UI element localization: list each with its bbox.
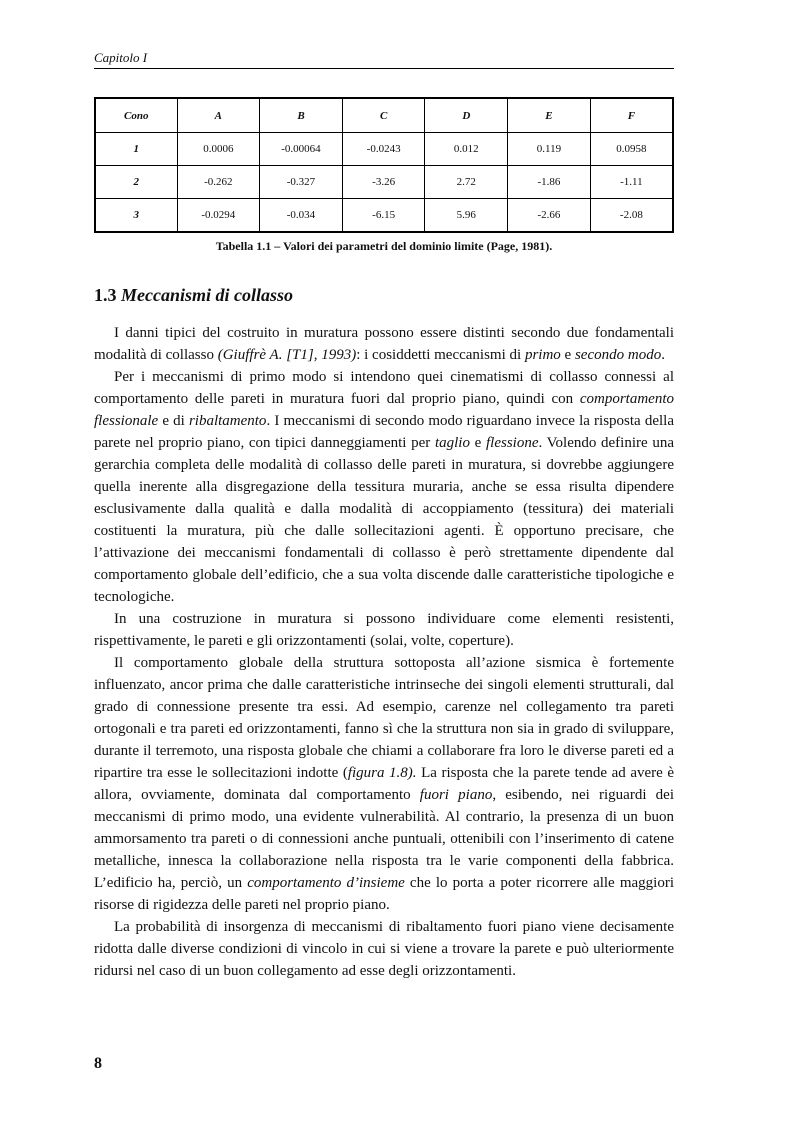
table-cell: -3.26: [342, 166, 425, 199]
table-cell: -0.00064: [260, 133, 343, 166]
section-title: Meccanismi di collasso: [121, 285, 293, 305]
table-cell: 0.012: [425, 133, 508, 166]
table-caption: Tabella 1.1 – Valori dei parametri del dominio limite (Page, 1981).: [215, 239, 553, 253]
table-header-cell: D: [425, 98, 508, 133]
table-header-cell: Cono: [95, 98, 177, 133]
emphasis: fuori piano: [419, 787, 493, 803]
table-cell: -0.0294: [177, 199, 260, 233]
table-row: [95, 166, 673, 199]
running-header: [94, 50, 674, 69]
text-run: . I meccanismi di secondo modo riguardano invece la risposta della parete nel proprio piano, con tipici danneggiamenti per: [94, 413, 675, 451]
table-cell: -6.15: [342, 199, 425, 233]
table-cell: 2.72: [425, 166, 508, 199]
table-cell: 5.96: [425, 199, 508, 233]
text-run: Per i meccanismi di primo modo si intendono quei cinematismi di collasso connessi al comportamento delle pareti in muratura fuori dal proprio piano, quindi con: [94, 369, 674, 407]
text-run: La probabilità di insorgenza di meccanismi di ribaltamento fuori piano viene decisamente ridotta dalle diverse condizioni di vincolo in cui si viene a trovare la parete e può ulteriormente ridursi nel caso di un buon collegamento ad esse degli orizzontamenti.: [94, 919, 674, 979]
section-number: 1.3: [94, 285, 117, 305]
table-row: [95, 133, 673, 166]
paragraph: [94, 652, 674, 916]
emphasis: flessione: [485, 435, 539, 451]
table-cell: -2.66: [508, 199, 591, 233]
table-cell: -0.0243: [342, 133, 425, 166]
text-run: La risposta che la parete tende ad avere è allora, ovviamente, dominata dal comportamento: [94, 765, 674, 803]
emphasis: taglio: [434, 435, 470, 451]
section-heading: [94, 284, 293, 306]
text-run: In una costruzione in muratura si possono individuare come elementi resistenti, rispettivamente, le pareti e gli orizzontamenti (solai, volte, coperture).: [94, 611, 674, 649]
paragraph: [94, 322, 674, 366]
citation: (Giuffrè A. [T1], 1993): [217, 347, 357, 363]
table-header-cell: A: [177, 98, 260, 133]
table-header-cell: C: [342, 98, 425, 133]
text-run: I danni tipici del costruito in muratura possono essere distinti secondo due fondamentali modalità di collasso: [94, 325, 674, 363]
text-run: e: [469, 435, 486, 451]
table-cell: 2: [95, 166, 177, 199]
text-run: Il comportamento globale della struttura sottoposta all’azione sismica è fortemente influenzato, ancor prima che dalle caratteristiche intrinseche dei singoli elementi strutturali, dal grado di connessione presente tra essi. Ad esempio, carenze nel collegamento tra pareti ortogonali e tra pareti ed orizzontamenti, fanno sì che la struttura non sia in grado di sviluppare, durante il terremoto, una risposta globale che chiami a collaborare fra loro le diverse pareti ed a ripartire tra esse le sollecitazioni indotte (: [94, 655, 674, 781]
parameters-table: [94, 97, 674, 233]
paragraph: [94, 916, 674, 982]
table-cell: 0.0958: [590, 133, 673, 166]
table-cell: 3: [95, 199, 177, 233]
paragraph: [94, 608, 674, 652]
paragraph: [94, 366, 674, 608]
table-cell: 0.0006: [177, 133, 260, 166]
chapter-label: Capitolo I: [94, 50, 148, 65]
table-header-cell: E: [508, 98, 591, 133]
table-cell: -1.11: [590, 166, 673, 199]
text-run: e: [560, 347, 575, 363]
text-run: : i cosiddetti meccanismi di: [356, 347, 525, 363]
table-cell: -1.86: [508, 166, 591, 199]
table-header-cell: F: [590, 98, 673, 133]
table-cell: -0.262: [177, 166, 260, 199]
table-cell: -0.034: [260, 199, 343, 233]
text-run: e di: [158, 413, 189, 429]
table-cell: 1: [95, 133, 177, 166]
text-run: . Volendo definire una gerarchia completa delle modalità di collasso delle pareti in muratura, si dovrebbe aggiungere quella inerente alla disgregazione della tessitura muraria, anche se essa risulta dipendere esclusivamente dalla qualità e dalla modalità di accoppiamento (tessitura) dei materiali costituenti la muratura, più che dalle sollecitazioni agenti. È opportuno precisare, che l’attivazione dei meccanismi fondamentali di collasso è però strettamente dipendente dal comportamento globale dell’edificio, che a sua volta discende dalle caratteristiche tipologiche e tecnologiche.: [94, 435, 674, 605]
table-header-cell: B: [260, 98, 343, 133]
emphasis: comportamento d’insieme: [247, 875, 405, 891]
text-run: , esibendo, nei riguardi dei meccanismi di primo modo, una evidente vulnerabilità. Al contrario, la presenza di un buon ammorsamento tra pareti o di connessioni anche puntuali, ottenibili con l’inserimento di catene metalliche, innesca la collaborazione nella risposta tra le varie componenti della fabbrica. L’edificio ha, perciò, un: [94, 787, 674, 891]
emphasis: primo: [524, 347, 561, 363]
table-row: [95, 199, 673, 233]
emphasis: comportamento flessionale: [94, 391, 674, 429]
body-text: [94, 322, 674, 982]
table-header-row: [95, 98, 673, 133]
emphasis: secondo modo: [574, 347, 662, 363]
table-cell: 0.119: [508, 133, 591, 166]
table-cell: -2.08: [590, 199, 673, 233]
emphasis: ribaltamento: [188, 413, 267, 429]
table-cell: -0.327: [260, 166, 343, 199]
text-run: .: [661, 347, 665, 363]
figure-reference: figura 1.8).: [347, 765, 417, 781]
page-number: 8: [94, 1055, 102, 1072]
text-run: che lo porta a poter ricorrere alle maggiori risorse di rigidezza delle pareti nel proprio piano.: [94, 875, 674, 913]
